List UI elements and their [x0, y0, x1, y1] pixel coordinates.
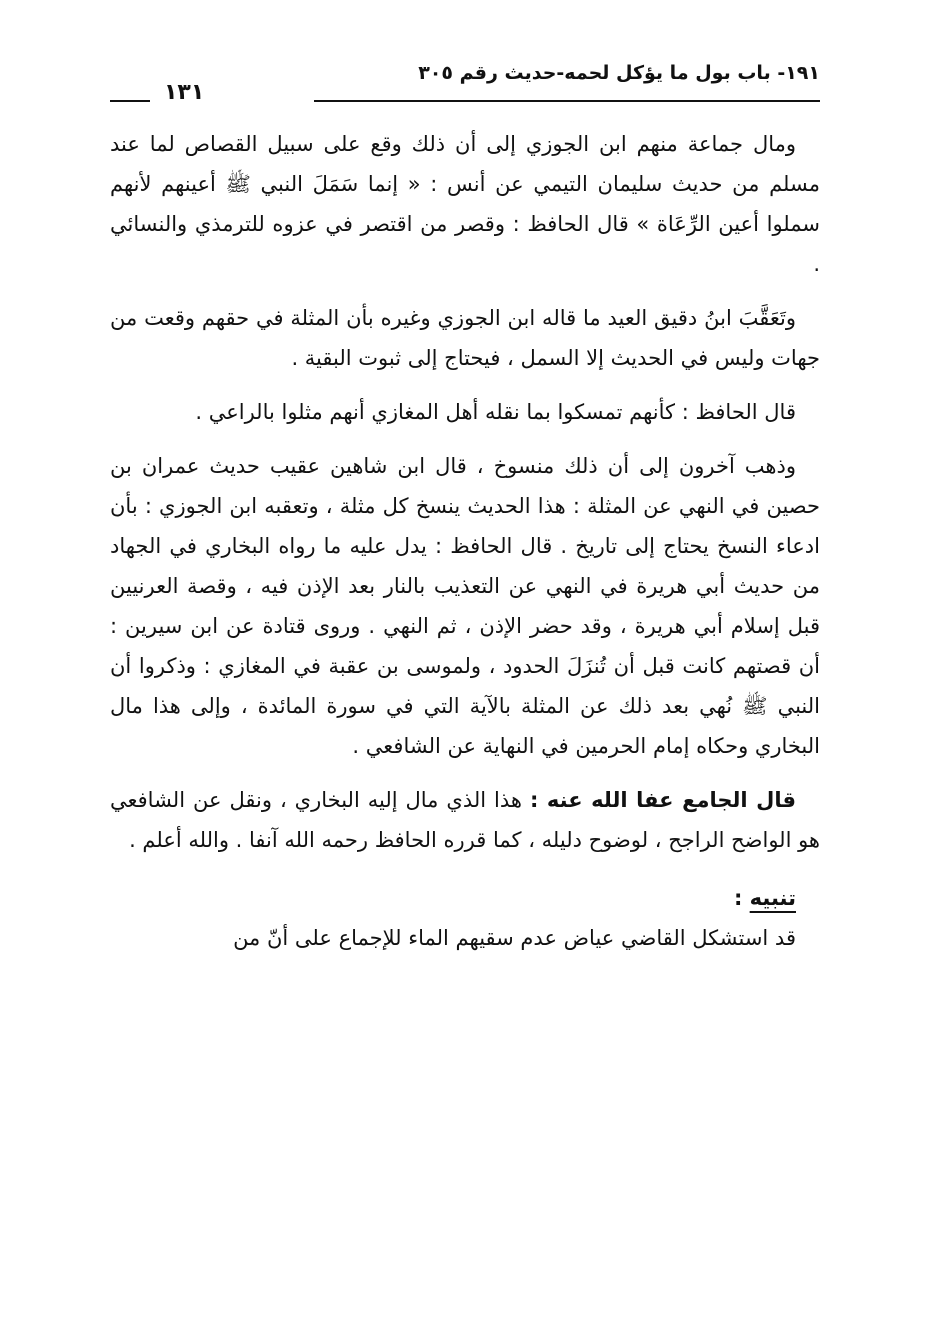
paragraph-1: [110, 124, 820, 284]
paragraph-text: وتَعَقَّبَ ابنُ دقيق العيد ما قاله ابن الجوزي وغيره بأن المثلة في حقهم وقعت من جهات وليس في الحديث إلا السمل ، فيحتاج إلى ثبوت البقية .: [110, 306, 820, 370]
note-heading: [110, 878, 820, 918]
paragraph-5: [110, 780, 820, 860]
paragraph-3: [110, 392, 820, 432]
paragraph-text: وذهب آخرون إلى أن ذلك منسوخ ، قال ابن شاهين عقيب حديث عمران بن حصين في النهي عن المثلة : هذا الحديث ينسخ كل مثلة ، وتعقبه ابن الجوزي : بأن ادعاء النسخ يحتاج إلى تاريخ . قال الحافظ : يدل عليه ما رواه البخاري في الجهاد من حديث أبي هريرة في النهي عن التعذيب بالنار بعد الإذن فيه ، وقصة العرنيين قبل إسلام أبي هريرة ، وقد حضر الإذن ، ثم النهي . وروى قتادة عن ابن سيرين : أن قصتهم كانت قبل أن تُنزَلَ الحدود ، ولموسى بن عقبة في المغازي : وذكروا أن النبي ﷺ نُهي بعد ذلك عن المثلة بالآية التي في سورة المائدة ، وإلى هذا مال البخاري وحكاه إمام الحرمين في النهاية عن الشافعي .: [110, 454, 820, 758]
header-rule-short-line: [110, 100, 150, 102]
page-body: [110, 124, 820, 958]
page-header: [110, 62, 820, 114]
paragraph-text: قد استشكل القاضي عياض عدم سقيهم الماء للإجماع على أنّ من: [233, 926, 796, 950]
note-heading-colon: :: [733, 886, 750, 910]
page-number: ١٣١: [156, 80, 212, 105]
header-rule-line: [314, 100, 820, 102]
paragraph-text: قال الحافظ : كأنهم تمسكوا بما نقله أهل المغازي أنهم مثلوا بالراعي .: [195, 400, 796, 424]
note-paragraph: [110, 918, 820, 958]
paragraph-text: ومال جماعة منهم ابن الجوزي إلى أن ذلك وقع على سبيل القصاص لما عند مسلم من حديث سليمان التيمي عن أنس : « إنما سَمَلَ النبي ﷺ أعينهم لأنهم سملوا أعين الرِّعَاة » قال الحافظ : وقصر من اقتصر في عزوه للترمذي والنسائي .: [110, 132, 820, 276]
paragraph-4: [110, 446, 820, 766]
chapter-title: ١٩١- باب بول ما يؤكل لحمه-حديث رقم ٣٠٥: [418, 62, 820, 84]
note-heading-label: تنبيه: [749, 886, 796, 910]
paragraph-2: [110, 298, 820, 378]
compiler-remark-lead: قال الجامع عفا الله عنه :: [529, 788, 796, 812]
paragraph-text: هذا الذي مال إليه البخاري ، ونقل عن الشافعي هو الواضح الراجح ، لوضوح دليله ، كما قرره الحافظ رحمه الله آنفا . والله أعلم .: [110, 788, 820, 852]
